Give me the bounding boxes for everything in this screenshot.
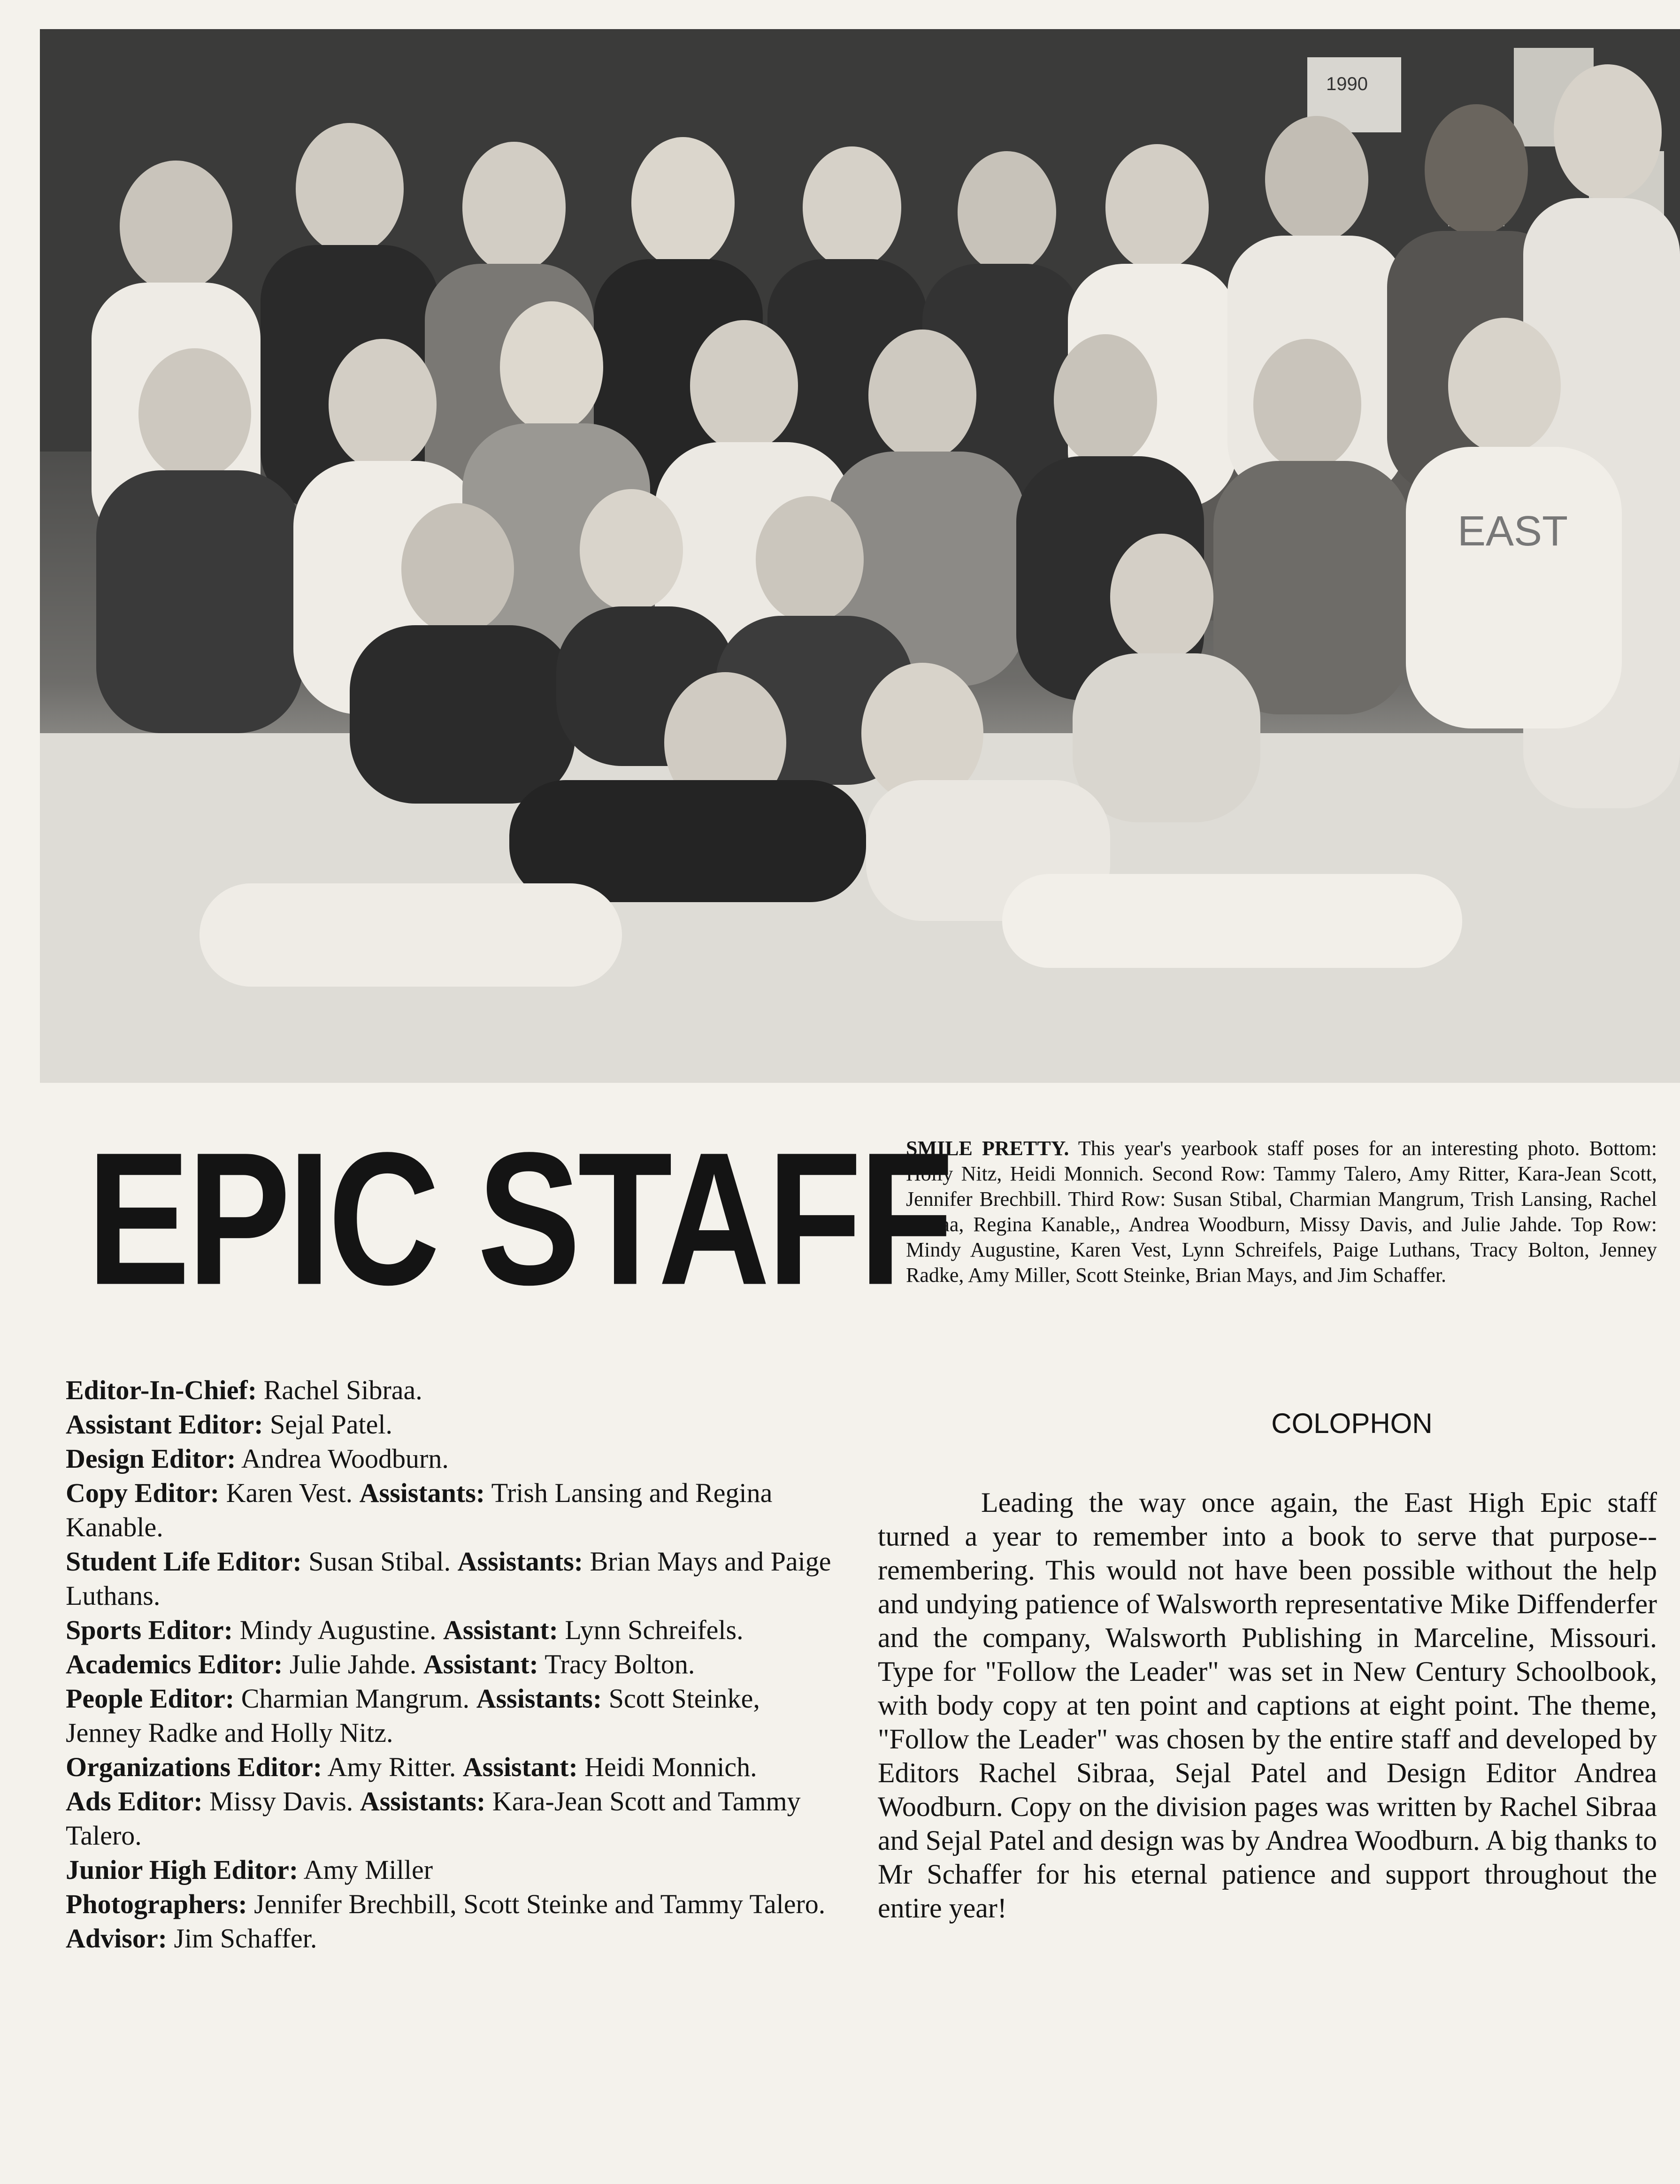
staff-role: People Editor: xyxy=(66,1683,235,1714)
page-title: EPIC STAFF xyxy=(87,1112,951,1324)
staff-entry xyxy=(66,1784,836,1853)
staff-entry xyxy=(66,1750,836,1784)
staff-names: Mindy Augustine. xyxy=(239,1615,437,1645)
staff-names: Andrea Woodburn. xyxy=(241,1443,449,1474)
staff-entry xyxy=(66,1373,836,1407)
staff-names: Sejal Patel. xyxy=(270,1409,392,1440)
staff-names: Susan Stibal. xyxy=(308,1546,451,1577)
colophon-body: Leading the way once again, the East High Epic staff turned a year to remember into a book to serve that purpose--remembering. This would not have been possible without the help and undying patience of Walsworth representative Mike Diffenderfer and the company, Walsworth Publishing in Marceline, Missouri. Type for "Follow the Leader" was set in New Century Schoolbook, with body copy at ten point and captions at eight point. The theme, "Follow the Leader" was chosen by the entire staff and developed by Editors Rachel Sibraa, Sejal Patel and Design Editor Andrea Woodburn. Copy on the division pages was written by Rachel Sibraa and Sejal Patel and design was by Andrea Woodburn. A big thanks to Mr Schaffer for his eternal patience and support throughout the entire year! xyxy=(878,1487,1657,1923)
staff-names: Amy Ritter. xyxy=(327,1752,456,1782)
staff-assistant-names: Tracy Bolton. xyxy=(545,1649,695,1679)
staff-assistant-names: Lynn Schreifels. xyxy=(565,1615,744,1645)
staff-entry xyxy=(66,1681,836,1750)
staff-entry xyxy=(66,1887,836,1921)
staff-names: Rachel Sibraa. xyxy=(263,1375,422,1405)
staff-names: Charmian Mangrum. xyxy=(241,1683,470,1714)
sweatshirt-lettering: EAST xyxy=(1458,508,1568,555)
staff-entry xyxy=(66,1647,836,1681)
colophon-heading: COLOPHON xyxy=(1271,1408,1433,1439)
staff-group-photo xyxy=(40,29,1680,1083)
staff-names: Karen Vest. xyxy=(226,1478,353,1508)
staff-role: Organizations Editor: xyxy=(66,1752,322,1782)
staff-role: Ads Editor: xyxy=(66,1786,203,1816)
staff-assistant-role: Assistant: xyxy=(462,1752,578,1782)
staff-assistant-role: Assistants: xyxy=(360,1786,486,1816)
staff-entry xyxy=(66,1921,836,1955)
staff-role: Junior High Editor: xyxy=(66,1854,299,1885)
staff-entry xyxy=(66,1476,836,1544)
staff-role: Copy Editor: xyxy=(66,1478,220,1508)
group-photo-illustration xyxy=(40,29,1680,1083)
staff-role: Assistant Editor: xyxy=(66,1409,263,1440)
staff-role: Design Editor: xyxy=(66,1443,236,1474)
staff-names: Amy Miller xyxy=(303,1854,433,1885)
staff-role: Photographers: xyxy=(66,1889,247,1919)
staff-names: Jennifer Brechbill, Scott Steinke and Tammy Talero. xyxy=(254,1889,826,1919)
staff-assistant-names: Brian Mays and Paige Luthans. xyxy=(66,1546,831,1611)
staff-assistant-role: Assistant: xyxy=(443,1615,558,1645)
staff-names: Missy Davis. xyxy=(209,1786,353,1816)
staff-role: Editor-In-Chief: xyxy=(66,1375,257,1405)
staff-entry xyxy=(66,1853,836,1887)
staff-list xyxy=(66,1373,836,1955)
caption-lead: SMILE PRETTY. xyxy=(906,1137,1069,1160)
staff-assistant-names: Trish Lansing and Regina Kanable. xyxy=(66,1478,773,1542)
staff-assistant-names: Scott Steinke, Jenney Radke and Holly Nitz. xyxy=(66,1683,760,1748)
staff-entry xyxy=(66,1441,836,1476)
staff-assistant-role: Assistants: xyxy=(359,1478,485,1508)
wall-sign-text: 1990 xyxy=(1326,74,1368,94)
photo-caption xyxy=(906,1136,1657,1288)
staff-assistant-role: Assistant: xyxy=(423,1649,538,1679)
staff-assistant-role: Assistants: xyxy=(457,1546,583,1577)
caption-text: This year's yearbook staff poses for an interesting photo. Bottom: Holly Nitz, Heidi Monnich. Second Row: Tammy Talero, Amy Ritter, Kara-Jean Scott, Jennifer Brechbill. Third Row: Susan Stibal, Charmian Mangrum, Trish Lansing, Rachel Sibraa, Regina Kanable,, Andrea Woodburn, Missy Davis, and Julie Jahde. Top Row: Mindy Augustine, Karen Vest, Lynn Schreifels, Paige Luthans, Tracy Bolton, Jenney Radke, Amy Miller, Scott Steinke, Brian Mays, and Jim Schaffer. xyxy=(906,1137,1657,1287)
staff-assistant-names: Kara-Jean Scott and Tammy Talero. xyxy=(66,1786,801,1851)
staff-entry xyxy=(66,1544,836,1613)
staff-role: Student Life Editor: xyxy=(66,1546,302,1577)
staff-entry xyxy=(66,1407,836,1441)
staff-role: Advisor: xyxy=(66,1923,167,1954)
staff-role: Academics Editor: xyxy=(66,1649,283,1679)
staff-assistant-names: Heidi Monnich. xyxy=(584,1752,757,1782)
staff-entry xyxy=(66,1613,836,1647)
staff-names: Jim Schaffer. xyxy=(174,1923,317,1954)
staff-role: Sports Editor: xyxy=(66,1615,233,1645)
staff-names: Julie Jahde. xyxy=(289,1649,417,1679)
staff-assistant-role: Assistants: xyxy=(476,1683,602,1714)
